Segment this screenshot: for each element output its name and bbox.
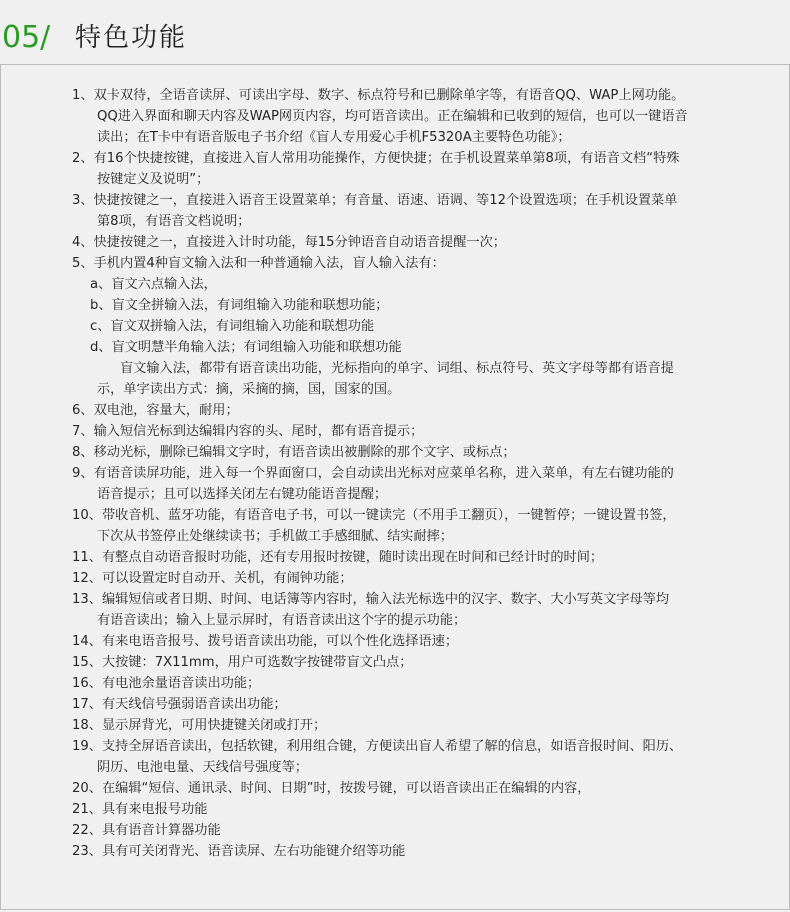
feature-list	[72, 85, 772, 862]
feature-item	[72, 778, 772, 799]
feature-item	[72, 799, 772, 820]
feature-subitem: c、盲文双拼输入法，有词组输入功能和联想功能	[90, 319, 375, 334]
feature-line: 12、可以设置定时自动开、关机，有闹钟功能；	[72, 571, 353, 586]
feature-subitem: a、盲文六点输入法，	[90, 277, 217, 292]
feature-line: 6、双电池，容量大，耐用；	[72, 403, 239, 418]
feature-note: 示，单字读出方式：摘，采摘的摘，国，国家的国。	[97, 382, 401, 397]
feature-line: 22、具有语音计算器功能	[72, 823, 221, 838]
feature-item	[72, 85, 772, 148]
feature-line: 3、快捷按键之一，直接进入语音王设置菜单；有音量、语速、语调、等12个设置选项；在手机设置菜单	[72, 193, 678, 208]
feature-subitem: d、盲文明慧半角输入法；有词组输入功能和联想功能	[90, 340, 402, 355]
feature-item	[72, 715, 772, 736]
feature-line: 23、具有可关闭背光、语音读屏、左右功能键介绍等功能	[72, 844, 406, 859]
feature-line: 18、显示屏背光，可用快捷键关闭或打开；	[72, 718, 327, 733]
section-title: 特色功能	[75, 23, 188, 53]
feature-item	[72, 568, 772, 589]
feature-line: 按键定义及说明”；	[97, 172, 210, 187]
feature-list-box	[0, 64, 790, 910]
feature-item	[72, 652, 772, 673]
feature-line: 10、带收音机、蓝牙功能，有语音电子书，可以一键读完（不用手工翻页），一键暂停；一键设置书签，	[72, 508, 676, 523]
feature-item	[72, 190, 772, 232]
feature-line: 11、有整点自动语音报时功能，还有专用报时按键，随时读出现在时间和已经计时的时间；	[72, 550, 604, 565]
feature-line: 2、有16个快捷按键，直接进入盲人常用功能操作，方便快捷；在手机设置菜单第8项，有语音文档“特殊	[72, 151, 680, 166]
feature-item	[72, 253, 772, 400]
feature-line: 5、手机内置4种盲文输入法和一种普通输入法，盲人输入法有：	[72, 256, 445, 271]
feature-line: 读出；在T卡中有语音版电子书介绍《盲人专用爱心手机F5320A主要特色功能》；	[97, 130, 571, 145]
section-number: 05/	[2, 20, 51, 55]
feature-item	[72, 841, 772, 862]
feature-note: 盲文输入法，都带有语音读出功能，光标指向的单字、词组、标点符号、英文字母等都有语音提	[120, 361, 674, 376]
feature-line: 15、大按键：7X11mm，用户可选数字按键带盲文凸点；	[72, 655, 413, 670]
feature-line: 19、支持全屏语音读出，包括软键，利用组合键，方便读出盲人希望了解的信息，如语音报时间、阳历、	[72, 739, 683, 754]
feature-item	[72, 463, 772, 505]
feature-item	[72, 505, 772, 547]
feature-line: 16、有电池余量语音读出功能；	[72, 676, 261, 691]
feature-line: 8、移动光标，删除已编辑文字时，有语音读出被删除的那个文字、或标点；	[72, 445, 516, 460]
feature-line: 阴历、电池电量、天线信号强度等；	[97, 760, 308, 775]
feature-line: 第8项，有语音文档说明；	[97, 214, 251, 229]
feature-line: 语音提示；且可以选择关闭左右键功能语音提醒；	[97, 487, 388, 502]
feature-line: 下次从书签停止处继续读书；手机做工手感细腻、结实耐摔；	[97, 529, 454, 544]
feature-item	[72, 547, 772, 568]
feature-item	[72, 232, 772, 253]
feature-item	[72, 820, 772, 841]
feature-item	[72, 421, 772, 442]
section-header	[0, 0, 790, 62]
feature-line: 1、双卡双待，全语音读屏、可读出字母、数字、标点符号和已删除单字等，有语音QQ、WAP上网功能。	[72, 88, 685, 103]
feature-line: 7、输入短信光标到达编辑内容的头、尾时，都有语音提示；	[72, 424, 424, 439]
feature-line: 13、编辑短信或者日期、时间、电话簿等内容时，输入法光标选中的汉字、数字、大小写英文字母等均	[72, 592, 670, 607]
feature-item	[72, 631, 772, 652]
feature-item	[72, 694, 772, 715]
feature-line: 4、快捷按键之一，直接进入计时功能，每15分钟语音自动语音提醒一次；	[72, 235, 506, 250]
feature-line: 有语音读出；输入上显示屏时，有语音读出这个字的提示功能；	[97, 613, 467, 628]
feature-subitem: b、盲文全拼输入法，有词组输入功能和联想功能；	[90, 298, 389, 313]
feature-item	[72, 589, 772, 631]
feature-item	[72, 673, 772, 694]
feature-line: 9、有语音读屏功能，进入每一个界面窗口，会自动读出光标对应菜单名称，进入菜单，有左右键功能的	[72, 466, 674, 481]
feature-item	[72, 400, 772, 421]
feature-line: 21、具有来电报号功能	[72, 802, 208, 817]
feature-line: 17、有天线信号强弱语音读出功能；	[72, 697, 287, 712]
feature-line: 14、有来电语音报号、拨号语音读出功能，可以个性化选择语速；	[72, 634, 459, 649]
feature-item	[72, 148, 772, 190]
feature-line: QQ进入界面和聊天内容及WAP网页内容，均可语音读出。正在编辑和已收到的短信，也可以一键语音	[97, 109, 688, 124]
feature-item	[72, 736, 772, 778]
feature-item	[72, 442, 772, 463]
feature-line: 20、在编辑“短信、通讯录、时间、日期”时，按拨号键，可以语音读出正在编辑的内容，	[72, 781, 591, 796]
